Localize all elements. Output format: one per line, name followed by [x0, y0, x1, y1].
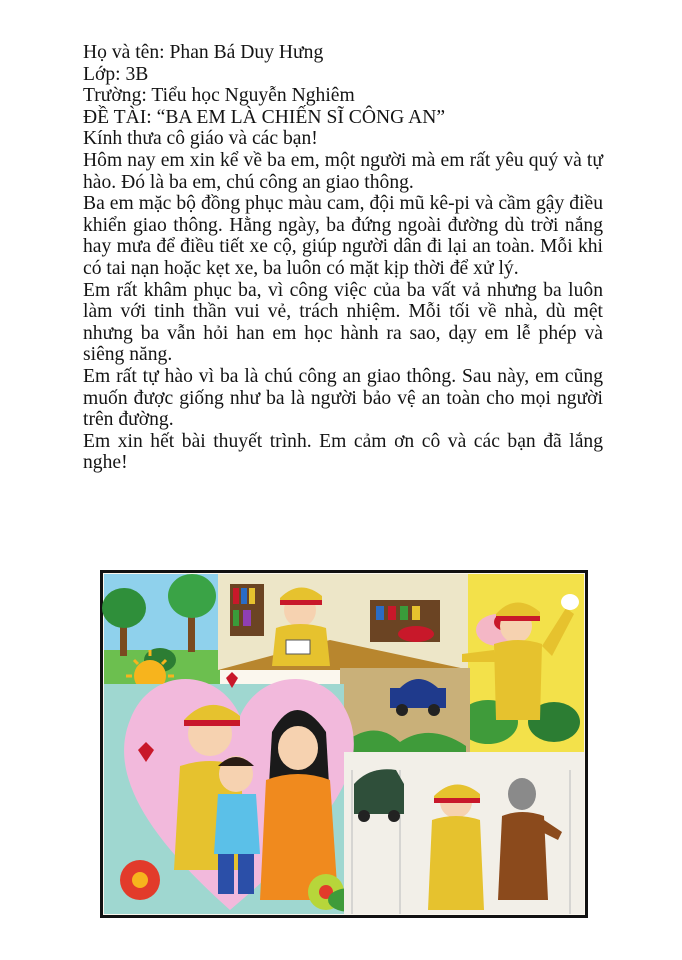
- essay-text: [83, 42, 603, 474]
- student-name-line: Họ và tên: Phan Bá Duy Hưng: [83, 42, 324, 63]
- paragraph-5: Em xin hết bài thuyết trình. Em cảm ơn cô và các bạn đã lắng nghe!: [83, 430, 603, 474]
- notebook-icon: [286, 640, 310, 654]
- childrens-drawing: [100, 570, 588, 918]
- street-scene: [344, 752, 584, 914]
- greeting-line: Kính thưa cô giáo và các bạn!: [83, 128, 318, 150]
- student-class-line: Lớp: 3B: [83, 63, 149, 85]
- paragraph-2: Ba em mặc bộ đồng phục màu cam, đội mũ kê-pi và cầm gậy điều khiển giao thông. Hằng ngày, ba đứng ngoài đường dù trời nắng hay mưa để điều tiết xe cộ, giúp người dân đi lại an toàn. Mỗi khi có tai nạn hoặc kẹt xe, ba luôn có mặt kịp thời để xử lý.: [83, 193, 603, 279]
- paragraph-1: Hôm nay em xin kể về ba em, một người mà em rất yêu quý và tự hào. Đó là ba em, chú công an giao thông.: [83, 149, 603, 193]
- white-glove-icon: [561, 594, 579, 610]
- tree-icon: [102, 588, 146, 628]
- office-scene: [218, 574, 470, 670]
- paragraph-4: Em rất tự hào vì ba là chú công an giao thông. Sau này, em cũng muốn được giống như ba là người bảo vệ an toàn cho mọi người trên đường.: [83, 365, 603, 431]
- school-line: Trường: Tiểu học Nguyễn Nghiêm: [83, 85, 355, 107]
- traffic-officer-scene: [458, 574, 584, 752]
- road-scene: [340, 668, 470, 752]
- paragraph-3: Em rất khâm phục ba, vì công việc của ba vất vả nhưng ba luôn làm với tinh thần vui vẻ, trách nhiệm. Mỗi tối về nhà, dù mệt nhưng ba vẫn hỏi han em học hành ra sao, dạy em lễ phép và siêng năng.: [83, 279, 603, 366]
- topic-title: ĐỀ TÀI: “BA EM LÀ CHIẾN SĨ CÔNG AN”: [83, 106, 446, 128]
- tree-icon: [168, 574, 216, 618]
